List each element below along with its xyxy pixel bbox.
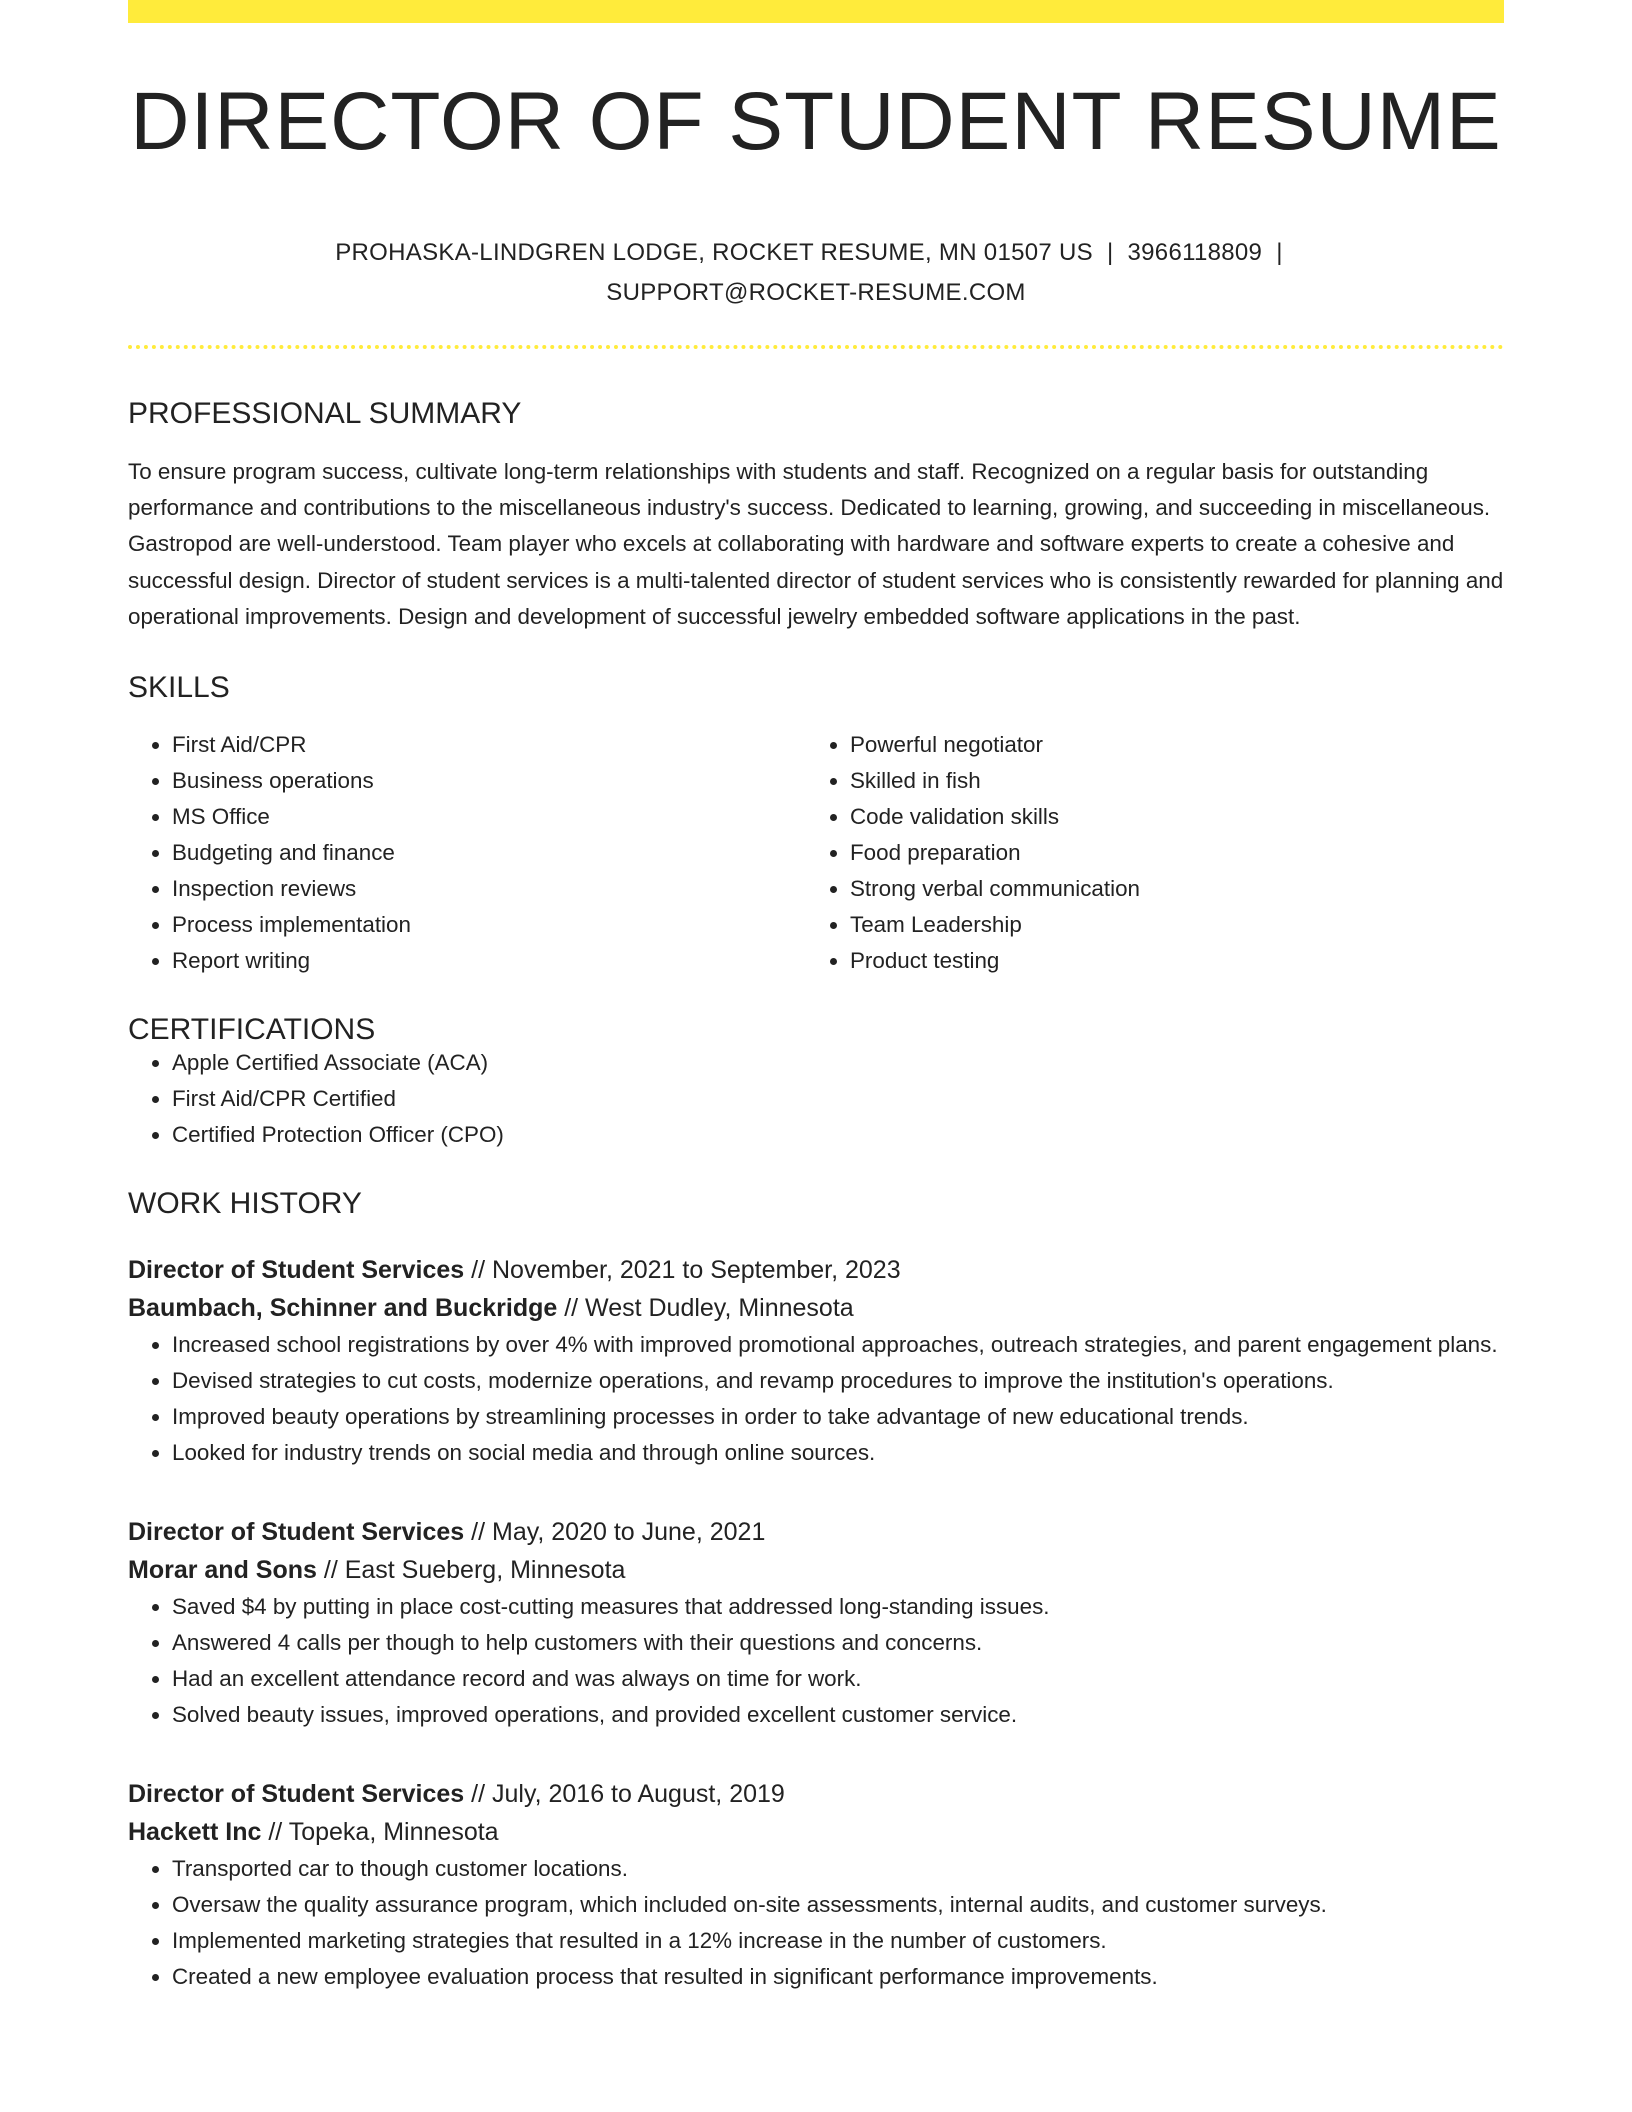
resume-title: DIRECTOR OF STUDENT RESUME [130, 76, 1502, 167]
certifications-heading: CERTIFICATIONS [128, 1013, 376, 1047]
skill-item: • Product testing [850, 943, 1484, 979]
skill-item: • Business operations [172, 763, 806, 799]
skills-list-left [128, 727, 806, 979]
job-title: Director of Student Services [128, 1256, 465, 1285]
work-history-heading: WORK HISTORY [128, 1187, 362, 1221]
contact-address: PROHASKA-LINDGREN LODGE, ROCKET RESUME, MN 01507 US [335, 239, 1093, 266]
job-location: // Topeka, Minnesota [261, 1818, 499, 1847]
job-bullet: • Solved beauty issues, improved operations, and provided excellent customer service. [172, 1697, 1504, 1733]
skill-item: • First Aid/CPR [172, 727, 806, 763]
job-title-line [128, 1775, 1504, 1813]
skill-item: • Skilled in fish [850, 763, 1484, 799]
header-divider [128, 345, 1504, 349]
job-bullets [128, 1589, 1504, 1733]
job-bullet: • Devised strategies to cut costs, modernize operations, and revamp procedures to improve the institution's operations. [172, 1363, 1504, 1399]
job-dates: // July, 2016 to August, 2019 [464, 1780, 785, 1809]
skills-list-right [806, 727, 1484, 979]
contact-line-2 [128, 273, 1504, 313]
certification-item: • Apple Certified Associate (ACA) [172, 1045, 1504, 1081]
job-company: Morar and Sons [128, 1556, 317, 1585]
summary-heading: PROFESSIONAL SUMMARY [128, 397, 522, 430]
job-bullet: • Created a new employee evaluation process that resulted in significant performance improvements. [172, 1959, 1504, 1995]
job-location: // East Sueberg, Minnesota [316, 1556, 626, 1585]
job-title-line [128, 1251, 1504, 1289]
skill-item: • Process implementation [172, 907, 806, 943]
skills-columns [128, 727, 1504, 979]
top-accent-bar [128, 0, 1504, 23]
contact-line-1 [128, 233, 1504, 273]
skill-item: • Team Leadership [850, 907, 1484, 943]
skills-heading: SKILLS [128, 671, 230, 705]
certification-item: • Certified Protection Officer (CPO) [172, 1117, 1504, 1153]
job-company-line [128, 1813, 1504, 1851]
job-bullet: • Oversaw the quality assurance program, which included on-site assessments, internal audits, and customer surveys. [172, 1887, 1504, 1923]
job-company-line [128, 1551, 1504, 1589]
job-bullet: • Improved beauty operations by streamlining processes in order to take advantage of new educational trends. [172, 1399, 1504, 1435]
job-bullet: • Answered 4 calls per though to help customers with their questions and concerns. [172, 1625, 1504, 1661]
skill-item: • Code validation skills [850, 799, 1484, 835]
resume-page [128, 0, 1504, 2112]
certification-item: • First Aid/CPR Certified [172, 1081, 1504, 1117]
skill-item: • Powerful negotiator [850, 727, 1484, 763]
job-entry [128, 1775, 1504, 1995]
summary-text: To ensure program success, cultivate long-term relationships with students and staff. Recognized on a regular basis for outstanding performance and contributions to the miscellaneous industry's success. Dedicated to learning, growing, and succeeding in miscellaneous. Gastropod are well-understood. Team player who excels at collaborating with hardware and software experts to create a cohesive and successful design. Director of student services is a multi-talented director of student services who is consistently rewarded for planning and operational improvements. Design and development of successful jewelry embedded software applications in the past. [128, 459, 1504, 629]
job-location: // West Dudley, Minnesota [557, 1294, 854, 1323]
contact-info [128, 233, 1504, 313]
job-company: Hackett Inc [128, 1818, 262, 1847]
certifications-list [128, 1045, 1504, 1153]
job-bullet: • Implemented marketing strategies that resulted in a 12% increase in the number of customers. [172, 1923, 1504, 1959]
skills-column-left [128, 727, 806, 979]
skill-item: • Inspection reviews [172, 871, 806, 907]
job-bullets [128, 1327, 1504, 1471]
job-title: Director of Student Services [128, 1780, 465, 1809]
job-title: Director of Student Services [128, 1518, 465, 1547]
job-bullet: • Saved $4 by putting in place cost-cutting measures that addressed long-standing issues. [172, 1589, 1504, 1625]
job-bullet: • Looked for industry trends on social media and through online sources. [172, 1435, 1504, 1471]
job-bullet: • Had an excellent attendance record and was always on time for work. [172, 1661, 1504, 1697]
job-bullets [128, 1851, 1504, 1995]
job-company-line [128, 1289, 1504, 1327]
contact-separator: | [1276, 239, 1283, 266]
job-entry [128, 1251, 1504, 1471]
job-entry [128, 1513, 1504, 1733]
skills-column-right [806, 727, 1484, 979]
skill-item: • Budgeting and finance [172, 835, 806, 871]
skill-item: • Food preparation [850, 835, 1484, 871]
contact-separator: | [1106, 239, 1114, 266]
skill-item: • MS Office [172, 799, 806, 835]
skill-item: • Report writing [172, 943, 806, 979]
job-company: Baumbach, Schinner and Buckridge [128, 1294, 558, 1323]
job-dates: // November, 2021 to September, 2023 [464, 1256, 901, 1285]
skill-item: • Strong verbal communication [850, 871, 1484, 907]
job-bullet: • Transported car to though customer locations. [172, 1851, 1504, 1887]
contact-email: SUPPORT@ROCKET-RESUME.COM [606, 279, 1026, 306]
job-title-line [128, 1513, 1504, 1551]
job-dates: // May, 2020 to June, 2021 [464, 1518, 766, 1547]
job-bullet: • Increased school registrations by over 4% with improved promotional approaches, outreach strategies, and parent engagement plans. [172, 1327, 1504, 1363]
contact-phone: 3966118809 [1127, 239, 1263, 266]
